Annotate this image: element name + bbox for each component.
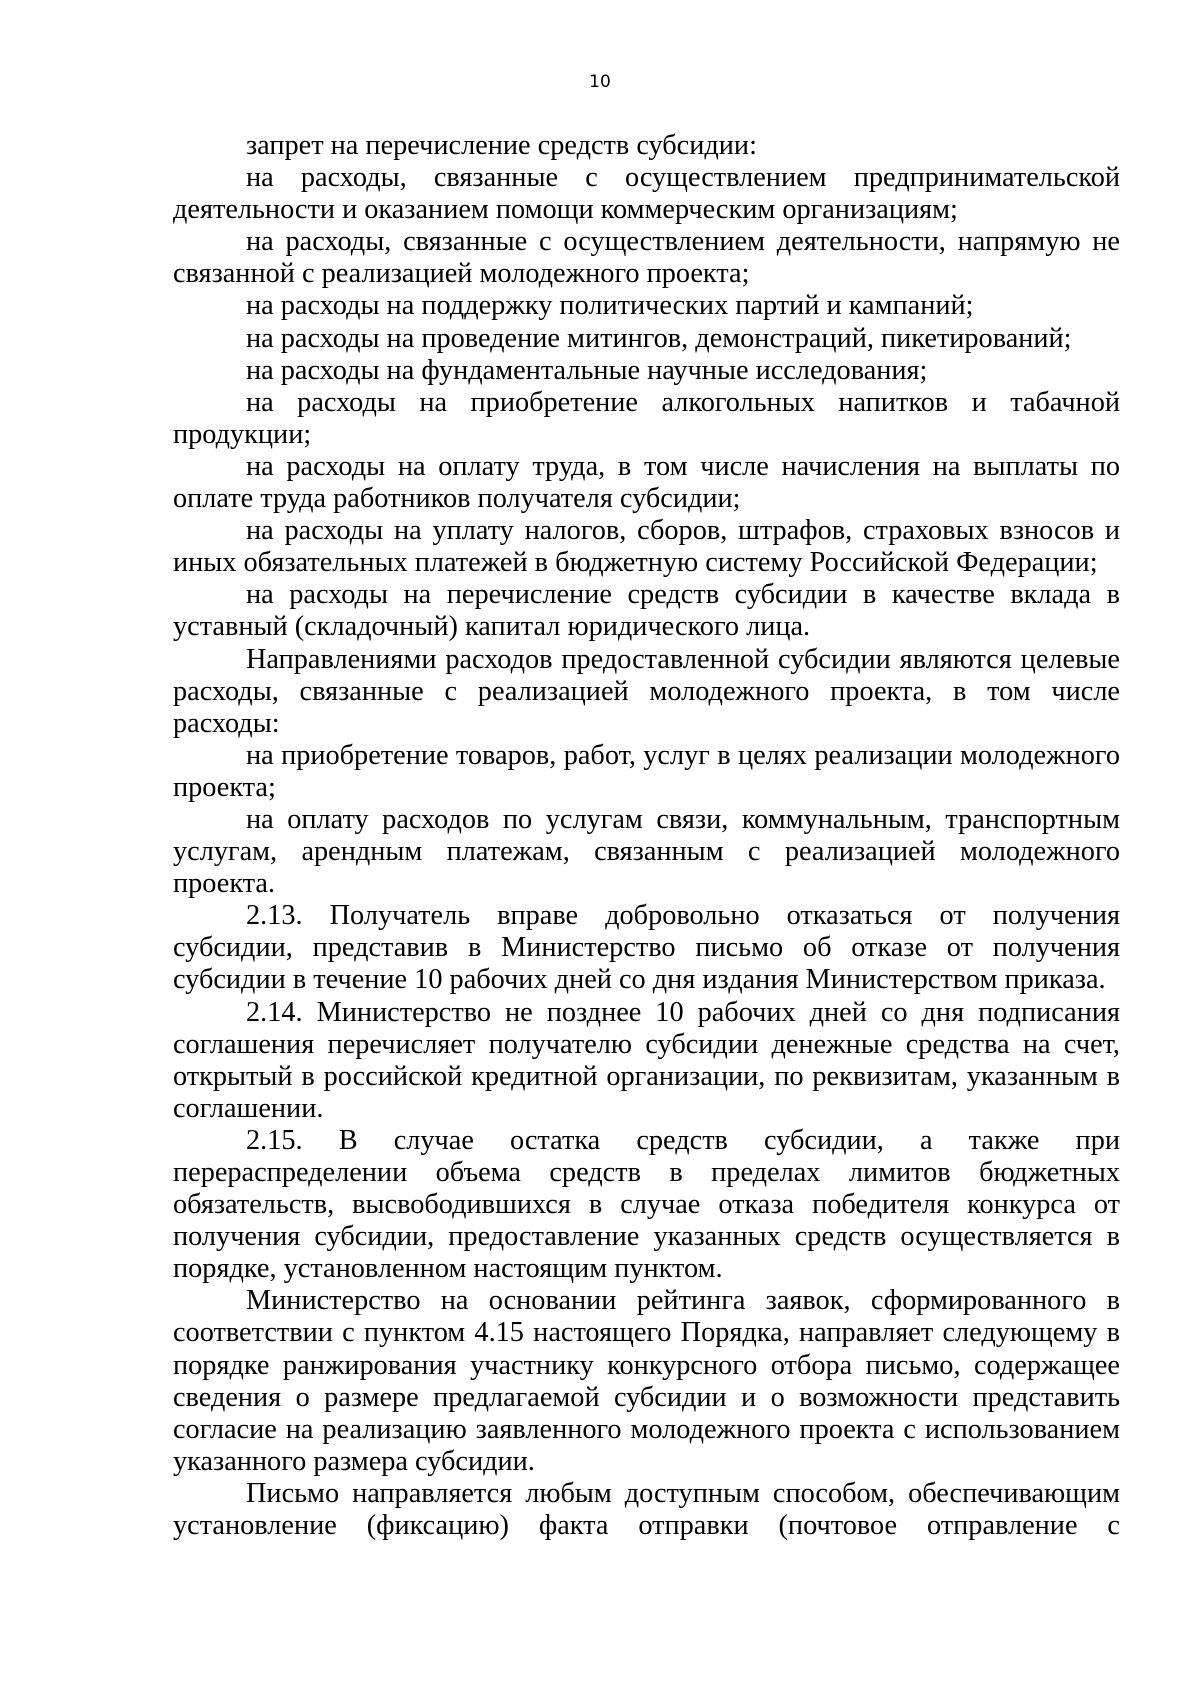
paragraph: на расходы на перечисление средств субсидии в качестве вклада в уставный (складочный) капитал юридического лица. xyxy=(173,579,1120,643)
paragraph: 2.14. Министерство не позднее 10 рабочих дней со дня подписания соглашения перечисляет получателю субсидии денежные средства на счет, открытый в российской кредитной организации, по реквизитам, указанным в соглашении. xyxy=(173,996,1120,1124)
paragraph: на расходы на оплату труда, в том числе начисления на выплаты по оплате труда работников получателя субсидии; xyxy=(173,450,1120,515)
paragraph: Министерство на основании рейтинга заявок, сформированного в соответствии с пунктом 4.15 настоящего Порядка, направляет следующему в порядке ранжирования участнику конкурсного отбора письмо, содержащее сведения о размере предлагаемой субсидии и о возможности представить согласие на реализацию заявленного молодежного проекта с использованием указанного размера субсидии. xyxy=(173,1285,1120,1477)
paragraph: на расходы на приобретение алкогольных напитков и табачной продукции; xyxy=(173,386,1120,450)
paragraph: на расходы, связанные с осуществлением предпринимательской деятельности и оказанием помощи коммерческим организациям; xyxy=(173,162,1120,226)
paragraph: запрет на перечисление средств субсидии: xyxy=(246,130,757,161)
paragraph: на расходы на проведение митингов, демонстраций, пикетирований; xyxy=(246,322,1072,354)
document-body xyxy=(173,130,1120,1542)
paragraph: 2.13. Получатель вправе добровольно отказаться от получения субсидии, представив в Министерство письмо об отказе от получения субсидии в течение 10 рабочих дней со дня издания Министерством приказа. xyxy=(173,900,1120,996)
paragraph: на расходы, связанные с осуществлением деятельности, напрямую не связанной с реализацией молодежного проекта; xyxy=(173,226,1120,290)
paragraph: на расходы на фундаментальные научные исследования; xyxy=(246,354,928,386)
paragraph: 2.15. В случае остатка средств субсидии, а также при перераспределении объема средств в пределах лимитов бюджетных обязательств, высвободившихся в случае отказа победителя конкурса от получения субсидии, предоставление указанных средств осуществляется в порядке, установленном настоящим пунктом. xyxy=(173,1124,1120,1285)
paragraph: на оплату расходов по услугам связи, коммунальным, транспортным услугам, арендным платежам, связанным с реализацией молодежного проекта. xyxy=(173,803,1120,900)
paragraph: на приобретение товаров, работ, услуг в целях реализации молодежного проекта; xyxy=(173,739,1120,803)
paragraph: Письмо направляется любым доступным способом, обеспечивающим установление (фиксацию) факта отправки (почтовое отправление с xyxy=(173,1477,1120,1542)
paragraph: на расходы на поддержку политических партий и кампаний; xyxy=(246,290,974,322)
paragraph: на расходы на уплату налогов, сборов, штрафов, страховых взносов и иных обязательных платежей в бюджетную систему Российской Федерации; xyxy=(173,515,1120,579)
paragraph: Направлениями расходов предоставленной субсидии являются целевые расходы, связанные с реализацией молодежного проекта, в том числе расходы: xyxy=(173,643,1120,739)
page-number: 10 xyxy=(589,72,611,92)
